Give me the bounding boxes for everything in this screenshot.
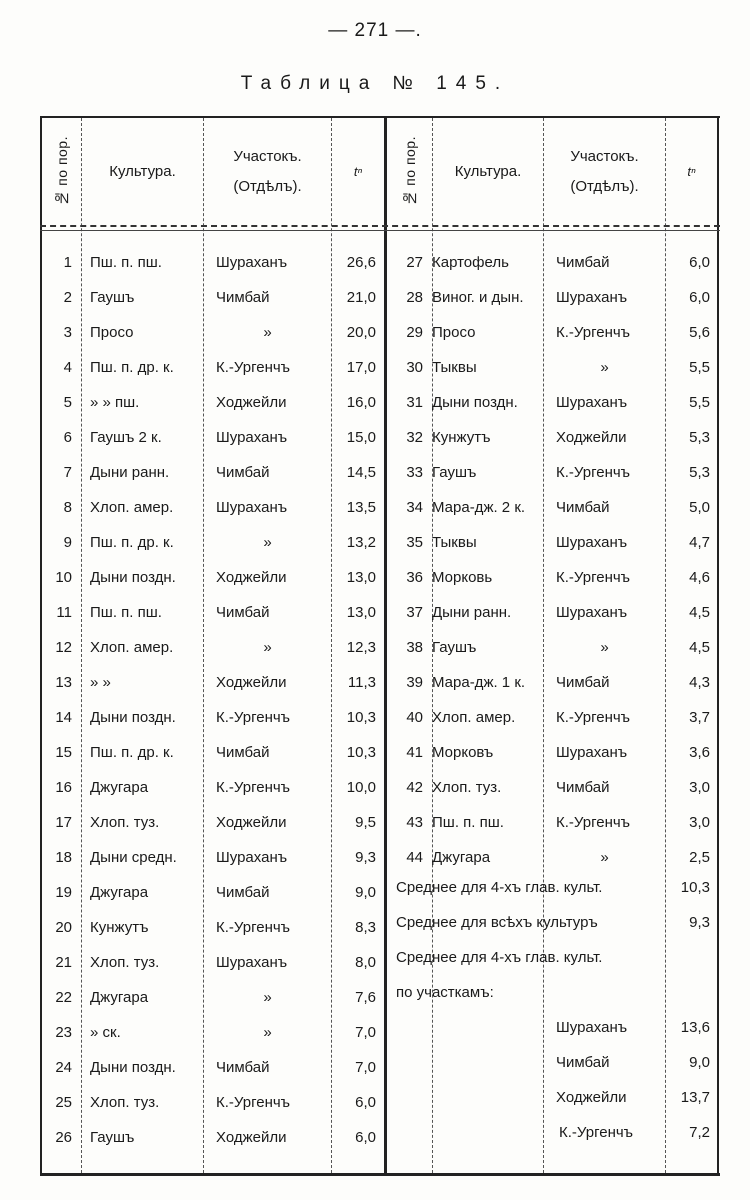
header-culture-right: Культура. [454,162,522,180]
row-value: 6,0 [689,254,710,271]
row-plot: Чимбай [556,674,610,691]
page-number: — 271 —. [328,20,422,41]
row-culture: Дыни поздн. [90,569,176,586]
summary-by-plot-label-2: по участкамъ: [396,984,494,1001]
row-plot: Чимбай [556,499,610,516]
row-value: 21,0 [346,289,376,306]
row-value: 4,6 [689,569,710,586]
row-culture: Просо [432,324,476,341]
table-row [40,945,720,980]
row-value: 14,5 [346,464,376,481]
row-number: 32 [406,429,423,446]
row-plot: » [263,534,272,551]
row-plot: К.-Ургенчъ [216,1094,291,1111]
table-row [40,700,720,735]
row-value: 15,0 [346,429,376,446]
table-row [40,805,720,840]
row-value: 7,0 [355,1024,376,1041]
row-value: 6,0 [355,1129,376,1146]
row-culture: Джугара [432,849,491,866]
row-culture: Дыни ранн. [432,604,512,621]
row-number: 24 [55,1059,72,1076]
row-plot: Шураханъ [556,604,628,621]
row-value: 9,5 [355,814,376,831]
row-culture: Хлоп. амер. [432,709,516,726]
summary-avg-4-main-label: Среднее для 4-хъ глав. культ. [396,879,603,896]
row-number: 39 [406,674,423,691]
row-number: 38 [406,639,423,656]
row-culture: Дыни ранн. [90,464,170,481]
row-number: 44 [406,849,423,866]
header-culture-left: Культура. [109,162,176,180]
row-number: 18 [55,849,72,866]
row-value: 5,0 [689,499,710,516]
row-culture: Джугара [90,779,149,796]
row-value: 8,0 [355,954,376,971]
row-number: 26 [55,1129,72,1146]
row-culture: Пш. п. др. к. [90,744,174,761]
summary-avg-all-label: Среднее для всѣхъ культуръ [396,914,598,931]
row-number: 40 [406,709,423,726]
row-plot: К.-Ургенчъ [556,464,631,481]
row-culture: Дыни поздн. [90,709,176,726]
row-number: 10 [55,569,72,586]
row-plot: К.-Ургенчъ [556,814,631,831]
row-value: 20,0 [346,324,376,341]
table-row [40,455,720,490]
row-value: 26,6 [346,254,376,271]
table-row [40,315,720,350]
header-num-left: № по пор. [53,136,70,207]
row-value: 10,3 [346,744,376,761]
row-plot: Шураханъ [216,849,288,866]
row-number: 31 [406,394,423,411]
row-culture: Кунжутъ [90,919,149,936]
row-culture: Тыквы [432,359,477,376]
row-plot: Шураханъ [556,534,628,551]
row-value: 7,6 [355,989,376,1006]
row-culture: Хлоп. туз. [90,1094,160,1111]
data-table [40,116,720,1176]
table-row [40,560,720,595]
row-plot: Чимбай [216,604,270,621]
row-plot: Ходжейли [216,814,287,831]
summary-plot-name: Ходжейли [556,1089,627,1106]
header-value-left: tⁿ [353,163,363,179]
row-value: 3,6 [689,744,710,761]
row-value: 4,3 [689,674,710,691]
table-row [40,910,720,945]
table-row [40,735,720,770]
row-number: 13 [55,674,72,691]
row-plot: Ходжейли [216,394,287,411]
row-culture: » » пш. [90,394,140,411]
summary-plot-value: 7,2 [689,1124,710,1141]
summary-plot-value: 13,6 [680,1019,710,1036]
row-culture: Джугара [90,989,149,1006]
row-number: 19 [55,884,72,901]
row-value: 11,3 [347,674,376,691]
row-culture: Хлоп. амер. [90,639,174,656]
row-plot: Чимбай [556,254,610,271]
row-culture: Хлоп. туз. [90,954,160,971]
row-plot: Шураханъ [556,289,628,306]
row-plot: К.-Ургенчъ [216,919,291,936]
row-plot: Чимбай [216,884,270,901]
row-value: 4,5 [689,604,710,621]
row-value: 4,7 [689,534,710,551]
row-number: 43 [406,814,423,831]
row-number: 20 [55,919,72,936]
row-number: 37 [406,604,423,621]
row-value: 5,5 [689,359,710,376]
row-value: 17,0 [346,359,376,376]
row-value: 13,0 [346,569,376,586]
row-plot: Ходжейли [556,429,627,446]
row-culture: Пш. п. др. к. [90,534,174,551]
row-plot: Ходжейли [216,1129,287,1146]
row-value: 5,5 [689,394,710,411]
row-culture: Дыни средн. [90,849,177,866]
row-value: 3,0 [689,814,710,831]
table-row [40,595,720,630]
row-value: 8,3 [355,919,376,936]
row-number: 9 [63,534,72,551]
row-number: 28 [406,289,423,306]
row-plot: Чимбай [216,744,270,761]
table-row [40,840,720,875]
row-culture: Пш. п. пш. [90,254,162,271]
table-row [40,280,720,315]
row-number: 7 [63,464,72,481]
row-number: 23 [55,1024,72,1041]
row-number: 29 [406,324,423,341]
row-number: 11 [56,604,72,621]
row-culture: Пш. п. др. к. [90,359,174,376]
row-culture: Виног. и дын. [432,289,524,306]
row-plot: » [263,324,272,341]
table-row [40,385,720,420]
row-plot: Шураханъ [556,744,628,761]
row-value: 2,5 [689,849,710,866]
row-plot: Шураханъ [216,954,288,971]
row-culture: Мара-дж. 1 к. [432,674,526,691]
table-row [40,350,720,385]
row-value: 9,3 [355,849,376,866]
header-plot-right: Участокъ. (Отдѣлъ). [570,147,639,195]
row-plot: » [600,359,609,376]
row-culture: Хлоп. туз. [90,814,160,831]
row-culture: Хлоп. амер. [90,499,174,516]
row-plot: Чимбай [216,1059,270,1076]
row-value: 16,0 [346,394,376,411]
row-value: 3,7 [689,709,710,726]
row-culture: Гаушъ 2 к. [90,429,162,446]
row-value: 5,3 [689,429,710,446]
table-row [40,525,720,560]
row-number: 34 [406,499,423,516]
row-plot: » [263,989,272,1006]
row-plot: К.-Ургенчъ [216,359,291,376]
row-value: 10,0 [346,779,376,796]
row-culture: Картофель [432,254,509,271]
row-number: 36 [406,569,423,586]
table-row [40,770,720,805]
row-culture: Дыни поздн. [432,394,518,411]
row-culture: Морковъ [432,744,494,761]
table-row [40,630,720,665]
header-value-right: tⁿ [687,163,696,179]
row-number: 17 [55,814,72,831]
row-value: 6,0 [355,1094,376,1111]
table-row [40,245,720,280]
summary-avg-all-value: 9,3 [689,914,710,931]
row-number: 15 [55,744,72,761]
row-value: 7,0 [355,1059,376,1076]
summary-plot-value: 9,0 [689,1054,710,1071]
row-culture: Гаушъ [90,1129,135,1146]
row-number: 21 [55,954,72,971]
row-number: 33 [406,464,423,481]
row-plot: » [263,1024,272,1041]
row-value: 3,0 [689,779,710,796]
row-value: 12,3 [346,639,376,656]
row-number: 1 [63,254,72,271]
table-row [40,420,720,455]
header-separator [40,225,720,231]
row-plot: К.-Ургенчъ [216,709,291,726]
row-plot: Чимбай [216,464,270,481]
row-number: 12 [55,639,72,656]
row-plot: » [600,639,609,656]
row-value: 9,0 [355,884,376,901]
row-plot: Ходжейли [216,569,287,586]
summary-by-plot-label-1: Среднее для 4-хъ глав. культ. [396,949,603,966]
summary-avg-4-main-value: 10,3 [680,879,710,896]
header-plot-left: Участокъ. (Отдѣлъ). [233,147,302,195]
row-culture: Пш. п. пш. [90,604,162,621]
row-value: 10,3 [346,709,376,726]
row-number: 30 [406,359,423,376]
summary-plot-name: Шураханъ [556,1019,628,1036]
row-culture: Гаушъ [432,639,477,656]
summary-plot-value: 13,7 [680,1089,710,1106]
row-number: 4 [63,359,72,376]
row-culture: Гаушъ [90,289,135,306]
row-value: 5,3 [689,464,710,481]
row-number: 8 [63,499,72,516]
row-number: 5 [63,394,72,411]
row-plot: Чимбай [216,289,270,306]
row-number: 3 [63,324,72,341]
row-culture: Джугара [90,884,149,901]
row-plot: Шураханъ [216,254,288,271]
row-value: 13,0 [346,604,376,621]
row-culture: Пш. п. пш. [432,814,504,831]
row-culture: Кунжутъ [432,429,491,446]
row-value: 13,2 [346,534,376,551]
row-value: 5,6 [689,324,710,341]
row-value: 4,5 [689,639,710,656]
row-plot: К.-Ургенчъ [216,779,291,796]
row-number: 2 [63,289,72,306]
row-plot: » [600,849,609,866]
row-value: 13,5 [346,499,376,516]
row-culture: Тыквы [432,534,477,551]
header-num-right: № по пор. [401,136,418,207]
row-plot: Шураханъ [216,499,288,516]
row-culture: Дыни поздн. [90,1059,176,1076]
row-plot: Шураханъ [216,429,288,446]
table-row [40,665,720,700]
row-number: 42 [406,779,423,796]
row-culture: Мара-дж. 2 к. [432,499,526,516]
row-plot: Шураханъ [556,394,628,411]
row-culture: Просо [90,324,134,341]
row-culture: Гаушъ [432,464,477,481]
row-number: 25 [55,1094,72,1111]
row-plot: Чимбай [556,779,610,796]
row-plot: К.-Ургенчъ [556,324,631,341]
table-row [40,490,720,525]
table-row [40,875,720,910]
row-number: 35 [406,534,423,551]
row-culture: » » [90,674,111,691]
row-culture: Хлоп. туз. [432,779,502,796]
summary-plot-name: К.-Ургенчъ [559,1124,634,1141]
row-number: 16 [55,779,72,796]
row-value: 6,0 [689,289,710,306]
row-plot: Ходжейли [216,674,287,691]
row-number: 6 [63,429,72,446]
row-plot: » [263,639,272,656]
table-title: Таблица № 145. [240,73,510,94]
row-plot: К.-Ургенчъ [556,709,631,726]
row-number: 14 [55,709,72,726]
row-number: 27 [406,254,423,271]
row-number: 41 [406,744,423,761]
row-culture: » ск. [90,1024,121,1041]
summary-plot-name: Чимбай [556,1054,610,1071]
row-culture: Морковь [432,569,493,586]
row-plot: К.-Ургенчъ [556,569,631,586]
row-number: 22 [55,989,72,1006]
